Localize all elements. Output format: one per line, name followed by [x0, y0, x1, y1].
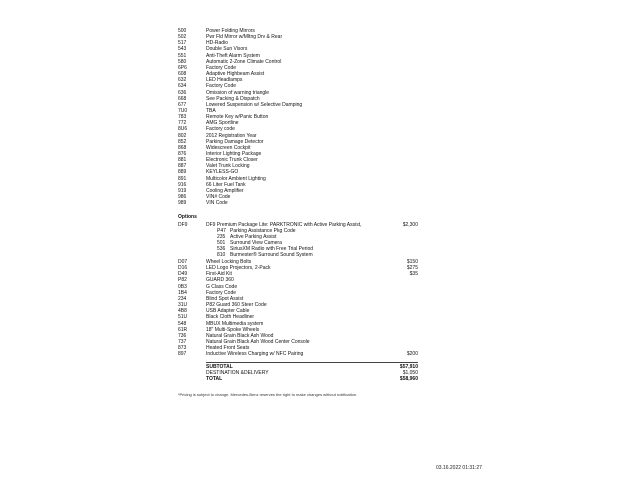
- option-description: GUARD 360: [206, 277, 234, 284]
- option-code: 608: [178, 71, 187, 78]
- option-code: 31U: [178, 302, 188, 309]
- option-code: 873: [178, 345, 187, 352]
- package-item-description: Burmester® Surround Sound System: [230, 252, 313, 259]
- option-description: Natural Grain Black Ash Wood: [206, 332, 274, 339]
- option-code: 6P6: [178, 64, 187, 71]
- option-code: 234: [178, 295, 187, 302]
- option-description: Parking Damage Detector: [206, 138, 264, 145]
- option-code: 551: [178, 52, 187, 59]
- option-description: Interior Lighting Package: [206, 151, 262, 157]
- option-code: D07: [178, 259, 188, 265]
- total-label: TOTAL: [206, 376, 223, 383]
- option-description: Inductive Wireless Charging w/ NFC Pairing: [206, 351, 304, 358]
- option-code: 8U6: [178, 126, 188, 133]
- package-item-code: 536: [217, 246, 226, 253]
- option-code: D49: [178, 271, 188, 278]
- option-code: 916: [178, 181, 187, 188]
- package-item-code: 235: [217, 233, 226, 240]
- option-code: 986: [178, 194, 187, 201]
- option-code: 632: [178, 77, 187, 84]
- option-code: 736: [178, 332, 187, 339]
- option-description: Power Folding Mirrors: [206, 28, 255, 34]
- option-code: 1B4: [178, 289, 187, 296]
- option-code: 543: [178, 46, 187, 53]
- option-code: 502: [178, 34, 187, 41]
- option-price: $35: [409, 271, 418, 278]
- destination-delivery-value: $1,050: [402, 370, 418, 377]
- option-description: Factory code: [206, 126, 235, 133]
- option-code: 677: [178, 101, 187, 108]
- option-code: 802: [178, 132, 187, 139]
- option-description: Electronic Trunk Closer: [206, 157, 258, 164]
- option-code: D16: [178, 265, 188, 272]
- option-code: 919: [178, 187, 187, 194]
- option-code: 891: [178, 175, 187, 182]
- option-code: 989: [178, 200, 187, 207]
- option-description: Pwr Fld Mirror w/Mltng Drv & Rear: [206, 34, 283, 41]
- option-code: 881: [178, 157, 187, 164]
- option-description: Factory Code: [206, 83, 237, 90]
- option-code: 517: [178, 40, 187, 47]
- option-description: Factory Code: [206, 64, 237, 71]
- option-description: Remote Key w/Panic Button: [206, 114, 269, 121]
- package-item-code: 501: [217, 239, 226, 246]
- options-section-title: Options: [178, 214, 197, 220]
- option-code: 0B3: [178, 283, 187, 290]
- option-code: 668: [178, 95, 187, 102]
- package-item-description: SiriusXM Radio with Free Trial Period: [230, 246, 314, 253]
- option-description: HD-Radio: [206, 40, 228, 47]
- option-description: Automatic 2-Zone Climate Control: [206, 58, 282, 65]
- option-code: 868: [178, 144, 187, 151]
- package-item-description: Active Parking Assist: [230, 233, 277, 240]
- option-code: P82: [178, 277, 187, 284]
- option-code: 61R: [178, 326, 188, 333]
- option-code: 783: [178, 114, 187, 121]
- option-code: 876: [178, 151, 187, 157]
- option-description: LED Headlamps: [206, 77, 243, 84]
- option-code: 852: [178, 138, 187, 145]
- option-description: Omission of warning triangle: [206, 89, 270, 96]
- package-item-code: 810: [217, 252, 226, 259]
- option-description: Cooling Amplifier: [206, 187, 244, 194]
- package-description: DF9 Premium Package Lite: PARKTRONIC with Active Parking Assist,: [206, 221, 362, 228]
- option-price: $200: [406, 351, 418, 358]
- option-description: Anti-Theft Alarm System: [206, 52, 260, 59]
- option-code: 772: [178, 120, 187, 127]
- option-price: $150: [406, 259, 418, 265]
- option-code: 737: [178, 338, 187, 345]
- option-code: 548: [178, 320, 187, 327]
- option-description: VIN# Code: [206, 194, 231, 201]
- option-description: Valet Trunk Locking: [206, 163, 250, 170]
- print-timestamp: 03.16.2022 01:31:27: [436, 465, 482, 471]
- option-description: 66 Liter Fuel Tank: [206, 181, 246, 188]
- option-description: Adaptive Highbeam Assist: [206, 71, 265, 78]
- option-code: 7U0: [178, 107, 188, 114]
- destination-delivery-label: DESTINATION &DELIVERY: [206, 370, 269, 377]
- option-code: 897: [178, 351, 187, 358]
- option-code: 636: [178, 89, 187, 96]
- option-description: Heated Front Seats: [206, 345, 250, 352]
- subtotal-value: $57,910: [399, 364, 418, 370]
- option-description: Factory Code: [206, 289, 237, 296]
- option-description: LED Logo Projectors, 2-Pack: [206, 265, 271, 272]
- option-description: TBA: [206, 107, 216, 114]
- option-description: G Class Code: [206, 283, 238, 290]
- pricing-disclaimer: *Pricing is subject to change. Mercedes-Benz reserves the right to make changes without notification.: [178, 392, 358, 397]
- package-price: $2,300: [402, 221, 418, 228]
- option-description: 18" Multi-Spoke Wheels: [206, 326, 260, 333]
- option-code: 580: [178, 58, 187, 65]
- option-description: First-Aid Kit: [206, 271, 232, 278]
- option-description: See Packing & Dispatch: [206, 95, 260, 102]
- package-item-description: Parking Assistance Pkg Code: [230, 227, 296, 234]
- total-value: $58,960: [399, 376, 418, 383]
- option-description: MBUX Multimedia system: [206, 320, 264, 327]
- option-description: P82 Guard 360 Steer Code: [206, 302, 267, 309]
- option-description: Blind Spot Assist: [206, 295, 244, 302]
- option-description: Lowered Suspension w/ Selective Damping: [206, 101, 303, 108]
- package-item-code: P47: [217, 227, 226, 234]
- option-code: 4B8: [178, 308, 187, 315]
- option-description: Wheel Locking Bolts: [206, 259, 252, 265]
- option-description: Widescreen Cockpit: [206, 144, 251, 151]
- package-item-description: Surround View Camera: [230, 239, 282, 246]
- option-description: AMG Sportline: [206, 120, 239, 127]
- package-code: DF9: [178, 221, 188, 228]
- option-code: 51U: [178, 314, 188, 321]
- option-code: 887: [178, 163, 187, 170]
- option-code: 634: [178, 83, 187, 90]
- option-price: $275: [406, 265, 418, 272]
- option-description: 2012 Registration Year: [206, 132, 257, 139]
- option-description: Multicolor Ambient Lighting: [206, 175, 266, 182]
- subtotal-label: SUBTOTAL: [206, 364, 233, 370]
- option-description: USB Adapter Cable: [206, 308, 250, 315]
- option-description: Double Sun Visors: [206, 46, 248, 53]
- option-description: Black Cloth Headliner: [206, 314, 255, 321]
- option-description: KEYLESS-GO: [206, 169, 239, 176]
- option-code: 889: [178, 169, 187, 176]
- option-description: VIN Code: [206, 200, 228, 207]
- option-code: 500: [178, 28, 187, 34]
- option-description: Natural Grain Black Ash Wood Center Console: [206, 338, 310, 345]
- totals-divider: [206, 362, 418, 363]
